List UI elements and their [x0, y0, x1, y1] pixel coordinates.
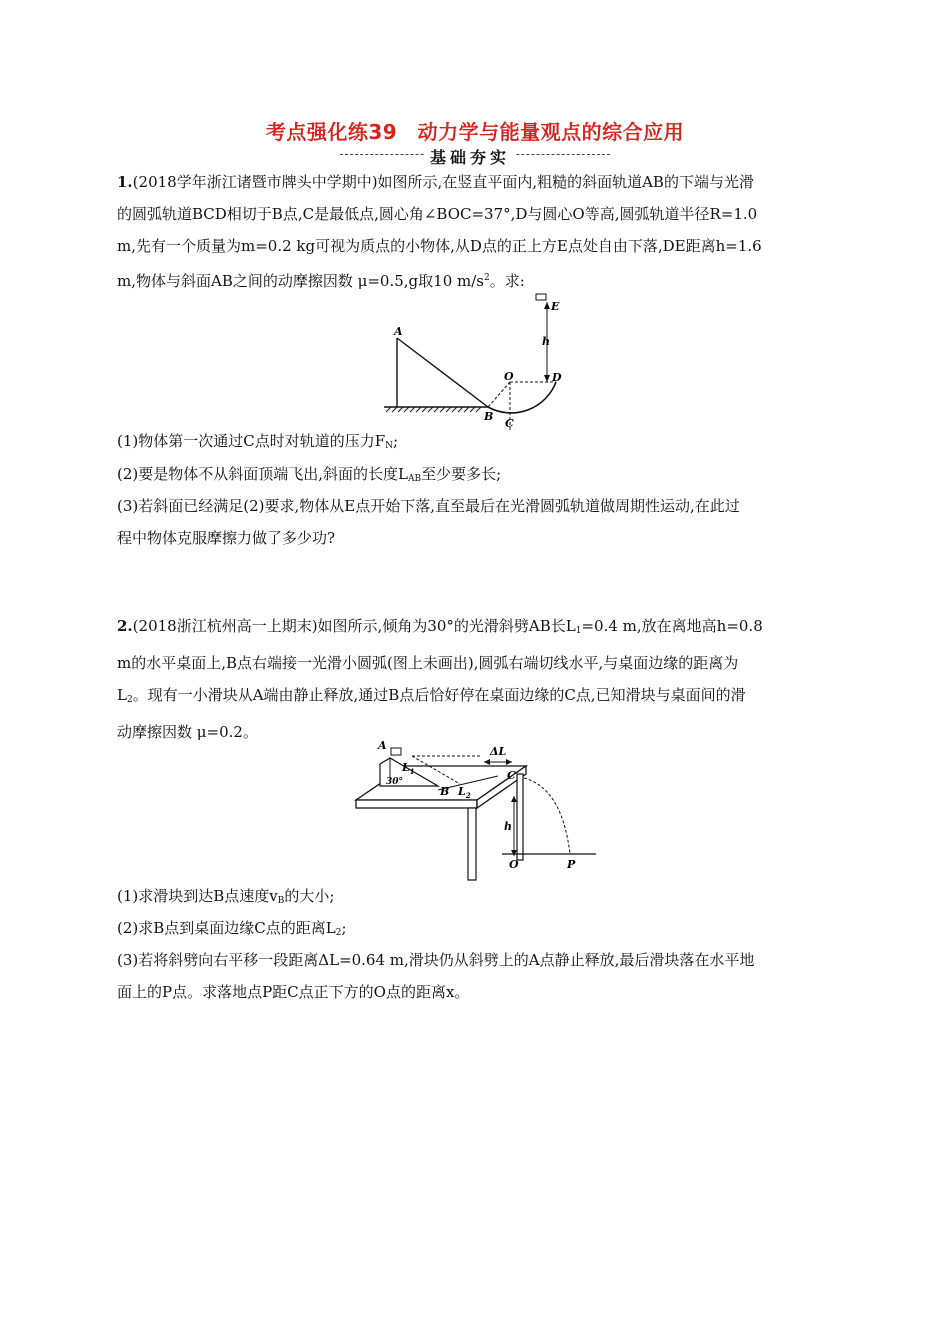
problem1-text [117, 166, 829, 297]
h-arrow-top [511, 796, 517, 802]
label-L1-sub: 1 [409, 767, 415, 776]
problem1-number: 1. [117, 173, 133, 191]
label-L1 [401, 761, 415, 776]
problem1-q1 [117, 425, 398, 462]
label-P: P [567, 858, 576, 871]
slider-block [391, 748, 401, 755]
label-C: C [507, 769, 516, 782]
problem2-line1 [117, 610, 829, 647]
dashed-OB [488, 382, 510, 407]
label-A: A [394, 325, 403, 338]
section-divider [340, 148, 610, 167]
problem2-q2-sub: 2 [335, 928, 342, 938]
problem2-q1-post: 的大小; [284, 887, 335, 905]
problem2-q3-line2: 面上的P点。求落地点P距C点正下方的O点的距离x。 [117, 983, 470, 1001]
label-angle: 30° [386, 777, 404, 787]
label-A: A [378, 739, 387, 752]
label-O: O [504, 370, 514, 383]
problem1-q1-post: ; [393, 432, 399, 450]
problem2-line3-sub: 2 [126, 695, 133, 705]
problem2-number: 2. [117, 617, 133, 635]
problem1-line4-tail: 。求: [489, 272, 525, 290]
label-D: D [552, 371, 562, 384]
table-leg-right [517, 774, 523, 860]
label-C: C [505, 417, 514, 430]
problem1-line1-text: (2018学年浙江诸暨市牌头中学期中)如图所示,在竖直平面内,粗糙的斜面轨道AB的下端与光滑 [132, 173, 754, 191]
problem2-line1-post: =0.4 m,放在离地高h=0.8 [581, 617, 763, 635]
ground-hatch [386, 407, 481, 412]
problem1-line3: m,先有一个质量为m=0.2 kg可视为质点的小物体,从D点的正上方E点处自由下落,DE距离h=1.6 [117, 237, 762, 255]
problem2-figure [352, 738, 602, 882]
problem2-q3-line1: (3)若将斜劈向右平移一段距离ΔL=0.64 m,滑块仍从斜劈上的A点静止释放,最后滑块落在水平地 [117, 951, 755, 969]
problem1-line4-text: m,物体与斜面AB之间的动摩擦因数 μ=0.5,g取10 m/s [117, 272, 484, 290]
problem2-line3-text: 。现有一小滑块从A端由静止释放,通过B点后恰好停在桌面边缘的C点,已知滑块与桌面间的滑 [132, 686, 746, 704]
problem2-line1-sub: 1 [575, 626, 582, 636]
height-arrow-top [544, 302, 550, 309]
arc-track [488, 382, 556, 413]
problem2-q1-sub: B [277, 896, 285, 906]
label-B: B [484, 410, 494, 423]
table-front-edge [356, 800, 477, 808]
problem2-q1-text: (1)求滑块到达B点速度v [117, 887, 278, 905]
problem2-line3 [117, 679, 829, 716]
label-L1-text: L [402, 761, 410, 774]
problem2-q2-text: (2)求B点到桌面边缘C点的距离L [117, 919, 336, 937]
label-L2-sub: 2 [465, 791, 471, 800]
deltaL-arrow-left [484, 759, 490, 765]
label-O: O [509, 858, 519, 871]
problem1-q2-text: (2)要是物体不从斜面顶端飞出,斜面的长度L [117, 465, 408, 483]
object-block [536, 294, 546, 300]
problem2-text [117, 610, 829, 748]
deltaL-arrow-right [506, 759, 512, 765]
label-h: h [504, 820, 512, 833]
problem1-q2-post: 至少要多长; [421, 465, 502, 483]
problem1-sup: 2 [484, 273, 490, 283]
label-B: B [440, 785, 450, 798]
section-label: 基础夯实 [424, 144, 516, 169]
label-deltaL: ΔL [490, 745, 507, 758]
table-leg-front [468, 808, 476, 880]
problem1-line1 [117, 166, 829, 198]
label-L2-text: L [458, 785, 466, 798]
height-arrow-bottom [544, 375, 550, 382]
problem1-q3-line1: (3)若斜面已经满足(2)要求,物体从E点开始下落,直至最后在光滑圆弧轨道做周期性运动,在此过 [117, 497, 740, 515]
problem2-line4: 动摩擦因数 μ=0.2。 [117, 723, 258, 741]
problem2-line3-pre: L [117, 686, 127, 704]
h-arrow-bottom [511, 850, 517, 856]
problem1-line2: 的圆弧轨道BCD相切于B点,C是最低点,圆心角∠BOC=37°,D与圆心O等高,圆弧轨道半径R=1.0 [117, 205, 758, 223]
problem1-q1-sub: N [385, 441, 394, 451]
incline-surface [397, 338, 488, 407]
label-E: E [551, 300, 560, 313]
problem1-q1-text: (1)物体第一次通过C点时对轨道的压力F [117, 432, 386, 450]
trajectory [524, 778, 570, 854]
label-h: h [542, 335, 550, 348]
problem2-line2: m的水平桌面上,B点右端接一光滑小圆弧(图上未画出),圆弧右端切线水平,与桌面边缘的距离为 [117, 654, 739, 672]
problem1-figure [380, 290, 580, 435]
problem1-q3-line2: 程中物体克服摩擦力做了多少功? [117, 529, 336, 547]
problem1-q2-sub: AB [407, 474, 422, 484]
problem2-q2-post: ; [341, 919, 347, 937]
problem2-line1-text: (2018浙江杭州高一上期末)如图所示,倾角为30°的光滑斜劈AB长L [132, 617, 576, 635]
page-title: 考点强化练39 动力学与能量观点的综合应用 [265, 120, 685, 144]
